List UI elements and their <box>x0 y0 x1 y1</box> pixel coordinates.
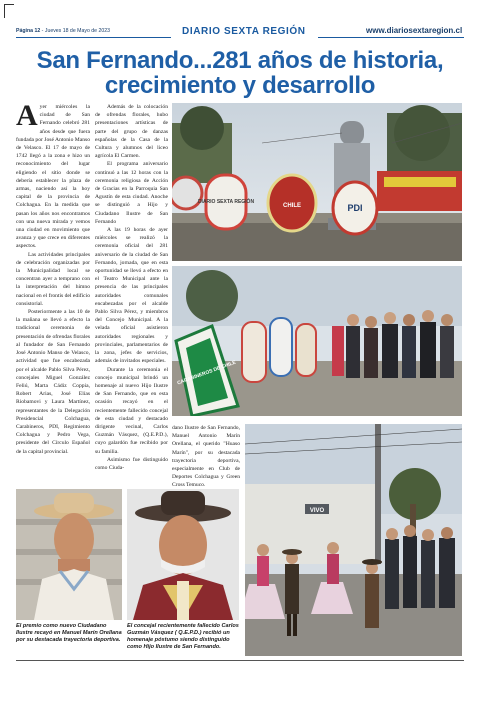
photo-ceremony-authorities <box>172 266 462 416</box>
website-link[interactable]: www.diariosextaregion.cl <box>366 26 463 35</box>
caption-right: El concejal recientemente fallecido Carlos Guzmán Vásquez ( Q.E.P.D.) recibió un homenaje póstumo siendo distinguido como Hijo Ilustre de San Fernando. <box>127 623 239 650</box>
wreath-text: CARABINEROS DE CHILE <box>176 359 237 387</box>
page-info <box>16 28 110 34</box>
paragraph: A las 19 horas de ayer miércoles se realizó la ceremonia oficial del 281 aniversario de la ciudad de San Fernando, jornada, que en esta oportunidad se llevó a efecto en el Teatro Municipal ante la presencia de las principales autoridades comunales encabezadas por el alcalde Pablo Silva Pérez, y miembros del Concejo Municipal. A la velada oficial asistieron autoridades regionales y provinciales, parlamentarios de la zona, jefes de servicios, además de invitados especiales. <box>95 227 168 365</box>
paragraph: Posteriormente a las 10 de la mañana se llevó a efecto la tradicional ceremonia de presentación de ofrendas florales al fundador de San Fernando José Antonio Manso de Velasco, actividad que fue encabezada por el alcalde Pablo Silva Pérez, concejales Miguel González Feliú, Marta Cádiz Coppia, Robert Arias, José Elías Riobamovi y Laura Martínez, representantes de la Delegación Presidencial Colchagua, Carabineros, PDI, Regimiento Colchagua y Pedro Vega, presidente del Círculo Español de la capital provincial. <box>16 309 90 455</box>
store-sign-text: VIVO <box>309 508 325 514</box>
header-rule-right <box>318 37 464 38</box>
bottom-rule <box>16 660 464 661</box>
wreath-text: PDI <box>347 203 363 213</box>
photo-portrait-guzman <box>127 489 239 620</box>
photo-street-dance <box>245 424 462 656</box>
paragraph: dano Ilustre de San Fernando, Manuel Antonio Marín Orellana, el querido "Huaso Marín", por su destacada trayectoria deportiva, especialmente en Club de Deportes Colchagua y Green Cross Temuco. <box>172 425 240 489</box>
paragraph: El programa aniversario continuó a las 12 horas con la ceremonia religiosa de Acción de Gracias en la Parroquia San Agustín de esta ciudad. Anoche se distinguió a Hijo y Ciudadano Ilustre de San Fernando <box>95 161 168 225</box>
article-column-3 <box>172 424 240 490</box>
header-rule-left <box>16 37 171 38</box>
wreath-text: CHILE <box>283 203 301 209</box>
headline-line-1: San Fernando...281 años de historia, <box>36 47 444 74</box>
photo-monument-wreaths <box>172 103 462 261</box>
paragraph <box>16 99 90 251</box>
paragraph: Durante la ceremonia el concejo municipal brindó un homenaje al nuevo Hijo Ilustre de San Fernando, que en esta ocasión recayó en el recientemente fallecido concejal de esta ciudad y destacado dirigente vecinal, Carlos Guzmán Vásquez, (Q.E.P.D.), cuyo galardón fue recibido por su familia. <box>95 366 168 455</box>
paragraph: Además de la colocación de ofrendas florales, hubo presentaciones artísticas de parte del grupo de danzas españolas de la Casa de la Cultura y alumnos del liceo agrícola El Carmen. <box>95 104 168 160</box>
paragraph: Asimismo fue distinguido como Ciuda- <box>95 456 168 471</box>
page-header <box>0 0 480 44</box>
photo-portrait-marin <box>16 489 122 620</box>
masthead: DIARIO SEXTA REGIÓN <box>182 26 306 37</box>
crop-mark <box>4 4 14 18</box>
caption-left: El premio como nuevo Ciudadano Ilustre recayó en Manuel Marín Orellana por su destacada trayectoria deportiva. <box>16 623 122 643</box>
page-number: Página 12 <box>16 28 41 34</box>
article-column-1 <box>16 99 90 456</box>
wreath-text: DIARIO SEXTA REGIÓN <box>197 199 255 205</box>
headline <box>24 48 456 98</box>
paragraph: Las actividades principales de celebración organizadas por la Municipalidad local se concentran ayer a temprano con la interpretación del himno nacional en el frontis del edificio consistorial. <box>16 251 90 307</box>
paragraph-text: yer miércoles la ciudad de San Fernando celebró 281 años desde que fuera fundada por José Antonio Manso de Velasco. El 17 de mayo de 1742 llegó a la zona e hizo un reconocimiento del lugar eligiendo el sitio donde se debería establecer la plaza de armas, naciendo así la hoy capital de la provincia de Colchagua. En la medida que pasan los años nos encontramos con una nueva mirada y vemos una ciudad en movimiento que avanza y que crece en diferentes aspectos. <box>16 104 90 250</box>
drop-cap: A <box>16 99 38 132</box>
article-column-2 <box>95 103 168 472</box>
headline-line-2: crecimiento y desarrollo <box>104 72 376 99</box>
page-date: - Jueves 18 de Mayo de 2023 <box>40 28 111 34</box>
